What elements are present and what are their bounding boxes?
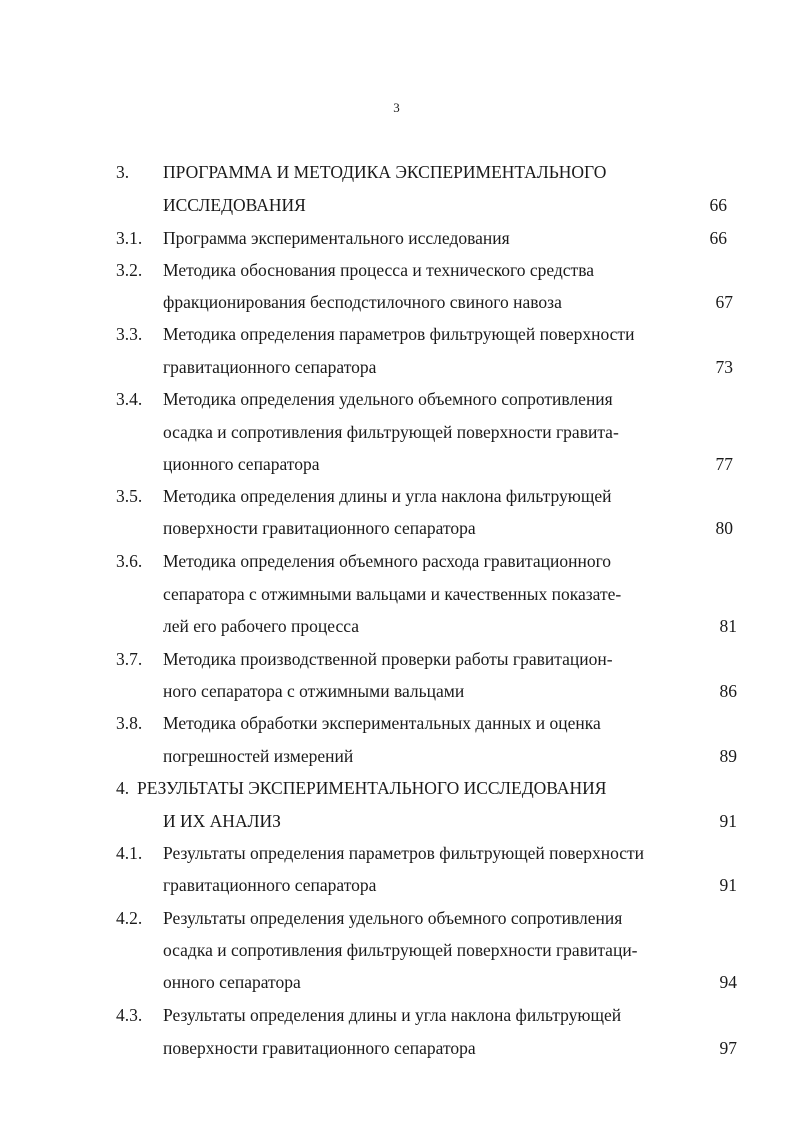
toc-entry-title: Методика обработки экспериментальных данных и оценка (163, 713, 601, 733)
toc-entry-page: 89 (719, 746, 737, 766)
toc-entry-page: 91 (719, 811, 737, 831)
toc-entry-number: 3.1. (116, 228, 143, 248)
toc-entry-page: 94 (719, 972, 737, 992)
toc-entry-title: РЕЗУЛЬТАТЫ ЭКСПЕРИМЕНТАЛЬНОГО ИССЛЕДОВАНИЯ (137, 778, 607, 798)
toc-entry-number: 4.2. (116, 908, 143, 928)
toc-entry-title: Методика обоснования процесса и технического средства (163, 260, 594, 280)
toc-entry-title: Методика определения удельного объемного сопротивления (163, 389, 613, 409)
toc-entry-number: 3.7. (116, 649, 143, 669)
toc-entry-number: 3.4. (116, 389, 143, 409)
toc-entry-title: фракционирования бесподстилочного свиного навоза (163, 292, 562, 312)
toc-entry-title: лей его рабочего процесса (163, 616, 359, 636)
toc-entry-title: сепаратора с отжимными вальцами и качественных показате- (163, 584, 622, 604)
toc-entry-title: ного сепаратора с отжимными вальцами (163, 681, 465, 701)
toc-entry-title: погрешностей измерений (163, 746, 354, 766)
toc-entry-title: Результаты определения длины и угла наклона фильтрующей (163, 1005, 622, 1025)
toc-entry-title: ПРОГРАММА И МЕТОДИКА ЭКСПЕРИМЕНТАЛЬНОГО (163, 162, 607, 182)
toc-entry-page: 91 (719, 875, 737, 895)
toc-entry-number: 3.3. (116, 324, 143, 344)
toc-entry-title: осадка и сопротивления фильтрующей поверхности гравитаци- (163, 940, 638, 960)
toc-entry-title: ционного сепаратора (163, 454, 320, 474)
toc-entry-page: 97 (719, 1038, 737, 1058)
toc-entry-number: 3.2. (116, 260, 143, 280)
toc-entry-page: 80 (715, 518, 733, 538)
toc-entry-page: 81 (719, 616, 737, 636)
toc-entry-title: поверхности гравитационного сепаратора (163, 518, 476, 538)
toc-entry-page: 73 (715, 357, 733, 377)
toc-entry-page: 67 (715, 292, 733, 312)
toc-entry-page: 66 (709, 228, 727, 248)
toc-entry-number: 3.6. (116, 551, 143, 571)
toc-entry-title: Методика определения объемного расхода гравитационного (163, 551, 612, 571)
toc-entry-title: ИССЛЕДОВАНИЯ (163, 195, 306, 215)
toc-entry-number: 4. (116, 778, 130, 798)
toc-entry-title: Методика определения длины и угла наклона фильтрующей (163, 486, 612, 506)
toc-entry-title: И ИХ АНАЛИЗ (163, 811, 281, 831)
toc-entry-number: 3.8. (116, 713, 143, 733)
toc-entry-title: Результаты определения параметров фильтрующей поверхности (163, 843, 645, 863)
toc-entry-title: онного сепаратора (163, 972, 301, 992)
toc-entry-title: гравитационного сепаратора (163, 875, 377, 895)
toc-entry-title: Программа экспериментального исследования (163, 228, 510, 248)
toc-entry-title: гравитационного сепаратора (163, 357, 377, 377)
toc-entry-title: поверхности гравитационного сепаратора (163, 1038, 476, 1058)
toc-entry-title: Методика производственной проверки работы гравитацион- (163, 649, 613, 669)
toc-entry-page: 77 (715, 454, 733, 474)
toc-entry-number: 3. (116, 162, 130, 182)
toc-entry-number: 4.3. (116, 1005, 143, 1025)
toc-entry-number: 3.5. (116, 486, 143, 506)
toc-entry-title: осадка и сопротивления фильтрующей поверхности гравита- (163, 422, 619, 442)
toc-entry-title: Методика определения параметров фильтрующей поверхности (163, 324, 635, 344)
page-number: 3 (393, 100, 400, 115)
toc-entry-number: 4.1. (116, 843, 143, 863)
toc-entry-page: 86 (719, 681, 737, 701)
toc-entry-page: 66 (709, 195, 727, 215)
toc-entry-title: Результаты определения удельного объемного сопротивления (163, 908, 623, 928)
